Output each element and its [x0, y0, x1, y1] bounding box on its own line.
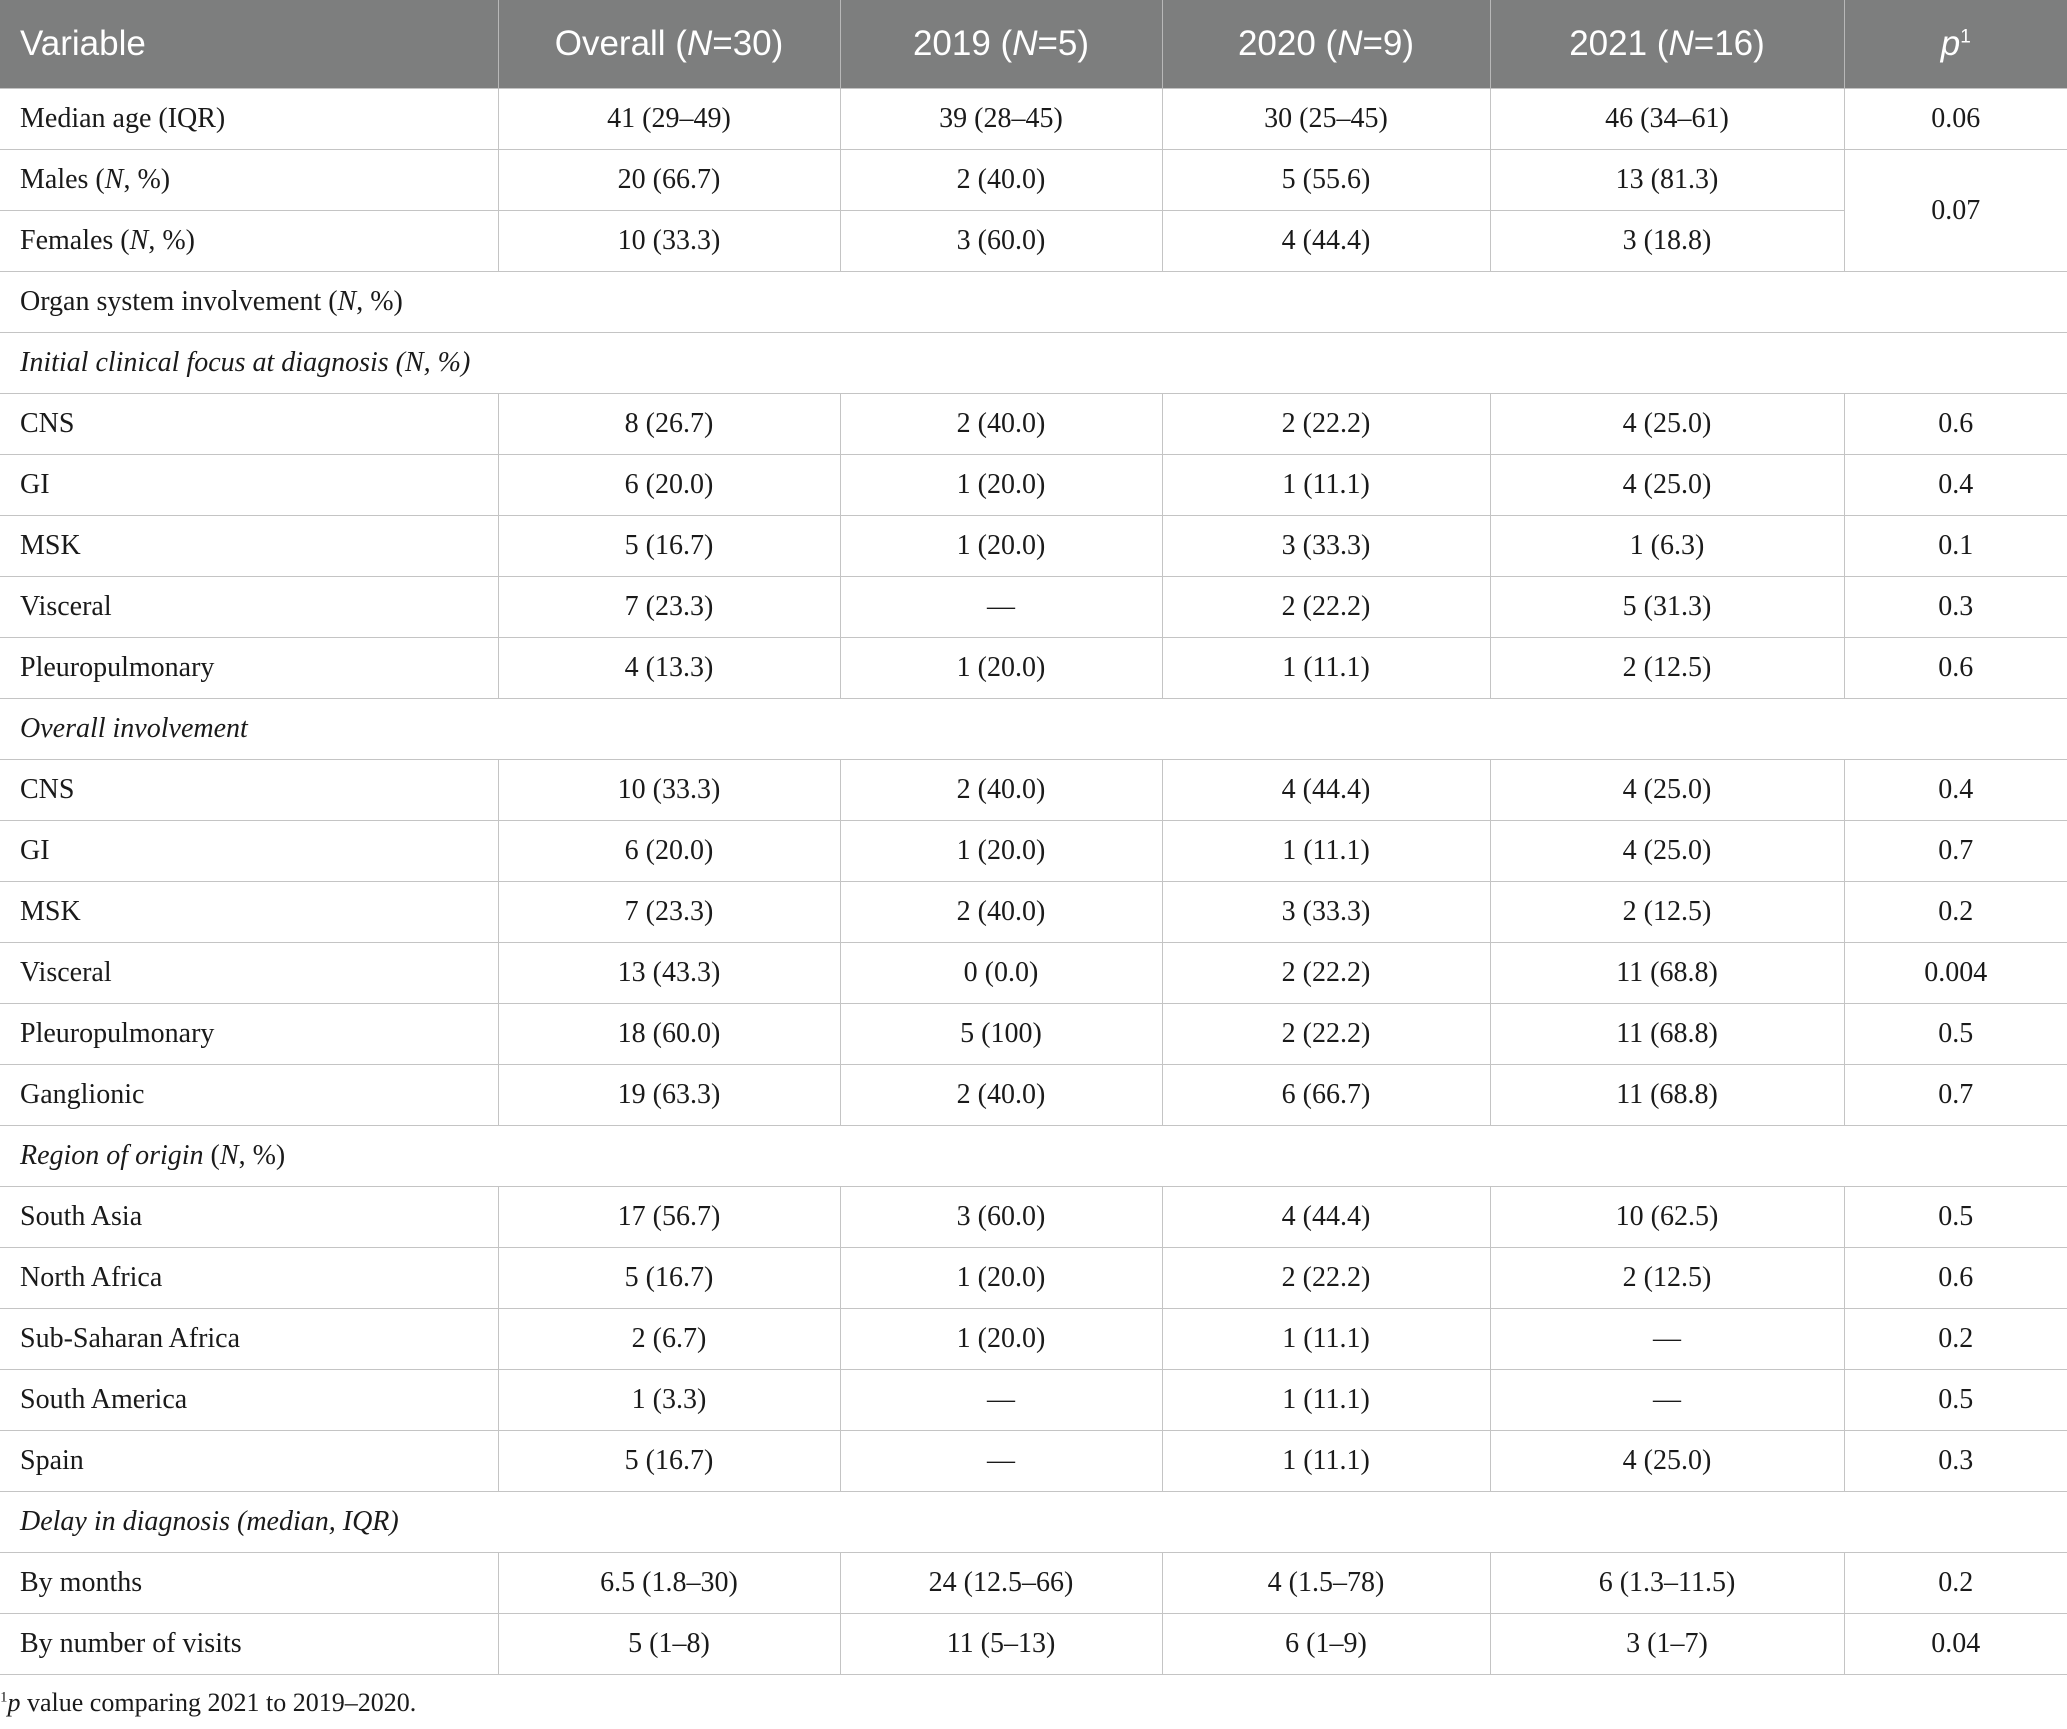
table-footnote: $^1$p value comparing 2021 to 2019–2020. [0, 1688, 417, 1717]
cell-2019: — [840, 1370, 1162, 1431]
cell-2019: 2 (40.0) [840, 882, 1162, 943]
cell-p: 0.2 [1844, 1309, 2067, 1370]
cell-overall: 13 (43.3) [498, 943, 840, 1004]
section-organ-involvement [0, 272, 2067, 333]
row-label: Females (N, %) [0, 211, 498, 272]
cell-2019: 1 (20.0) [840, 516, 1162, 577]
initial-focus-rows [0, 394, 2067, 699]
section-label: Delay in diagnosis (median, IQR) [0, 1492, 2067, 1553]
cell-2020: 1 (11.1) [1162, 821, 1490, 882]
section-label: Initial clinical focus at diagnosis (N, %) [0, 333, 2067, 394]
cell-2019: 0 (0.0) [840, 943, 1162, 1004]
cell-2020: 2 (22.2) [1162, 394, 1490, 455]
cell-2021: 5 (31.3) [1490, 577, 1844, 638]
cell-p: 0.7 [1844, 821, 2067, 882]
section-overall-involvement [0, 699, 2067, 760]
header-overall: Overall (N=30) [498, 0, 840, 89]
cell-2019: 3 (60.0) [840, 1187, 1162, 1248]
row-label: Visceral [0, 577, 498, 638]
cell-2021: 4 (25.0) [1490, 760, 1844, 821]
overall-involvement-rows [0, 760, 2067, 1126]
cell-2021: 11 (68.8) [1490, 943, 1844, 1004]
cell-2019: 2 (40.0) [840, 760, 1162, 821]
cell-2020: 5 (55.6) [1162, 150, 1490, 211]
row-label: By months [0, 1553, 498, 1614]
cell-p: 0.06 [1844, 89, 2067, 150]
table-row [0, 638, 2067, 699]
cell-overall: 1 (3.3) [498, 1370, 840, 1431]
cell-2020: 4 (44.4) [1162, 760, 1490, 821]
cell-overall: 2 (6.7) [498, 1309, 840, 1370]
cell-p: 0.6 [1844, 638, 2067, 699]
row-label: Spain [0, 1431, 498, 1492]
cell-2019: 1 (20.0) [840, 638, 1162, 699]
cell-p: 0.3 [1844, 1431, 2067, 1492]
cell-2021: 4 (25.0) [1490, 1431, 1844, 1492]
cell-2021: 3 (1–7) [1490, 1614, 1844, 1675]
cell-2020: 4 (1.5–78) [1162, 1553, 1490, 1614]
cell-p: 0.2 [1844, 882, 2067, 943]
cell-p: 0.5 [1844, 1004, 2067, 1065]
cell-overall: 17 (56.7) [498, 1187, 840, 1248]
cell-2021: 46 (34–61) [1490, 89, 1844, 150]
cell-2019: 39 (28–45) [840, 89, 1162, 150]
cell-2021: 2 (12.5) [1490, 882, 1844, 943]
table-row [0, 516, 2067, 577]
cell-2020: 4 (44.4) [1162, 211, 1490, 272]
cell-2021: 10 (62.5) [1490, 1187, 1844, 1248]
cell-overall: 8 (26.7) [498, 394, 840, 455]
row-label: GI [0, 821, 498, 882]
header-p-value: $p^1$ [1844, 0, 2067, 89]
row-label: CNS [0, 760, 498, 821]
delay-rows [0, 1553, 2067, 1675]
table-row [0, 394, 2067, 455]
row-label: North Africa [0, 1248, 498, 1309]
cell-overall: 7 (23.3) [498, 882, 840, 943]
cell-2019: 24 (12.5–66) [840, 1553, 1162, 1614]
row-label: South Asia [0, 1187, 498, 1248]
section-region-origin [0, 1126, 2067, 1187]
cell-2020: 2 (22.2) [1162, 1248, 1490, 1309]
cell-p: 0.6 [1844, 394, 2067, 455]
row-label: By number of visits [0, 1614, 498, 1675]
cell-2019: 1 (20.0) [840, 821, 1162, 882]
row-males [0, 150, 2067, 211]
header-2020: 2020 (N=9) [1162, 0, 1490, 89]
cell-2020: 1 (11.1) [1162, 1370, 1490, 1431]
cell-overall: 6 (20.0) [498, 821, 840, 882]
cell-overall: 5 (1–8) [498, 1614, 840, 1675]
cell-p: 0.004 [1844, 943, 2067, 1004]
row-label: Males (N, %) [0, 150, 498, 211]
cell-2019: 5 (100) [840, 1004, 1162, 1065]
cell-2019: 3 (60.0) [840, 211, 1162, 272]
table-row [0, 1065, 2067, 1126]
cell-p: 0.1 [1844, 516, 2067, 577]
section-label: Region of origin (N, %) [0, 1126, 2067, 1187]
cell-overall: 20 (66.7) [498, 150, 840, 211]
cell-overall: 18 (60.0) [498, 1004, 840, 1065]
cell-2021: 1 (6.3) [1490, 516, 1844, 577]
table-row [0, 1309, 2067, 1370]
header-variable: Variable [0, 0, 498, 89]
cell-2019: 2 (40.0) [840, 394, 1162, 455]
cell-2019: 1 (20.0) [840, 1309, 1162, 1370]
row-females [0, 211, 2067, 272]
cell-2019: 11 (5–13) [840, 1614, 1162, 1675]
row-label: CNS [0, 394, 498, 455]
cell-overall: 10 (33.3) [498, 760, 840, 821]
row-label: MSK [0, 516, 498, 577]
row-label: Pleuropulmonary [0, 638, 498, 699]
section-label: Organ system involvement (N, %) [0, 272, 2067, 333]
row-label: South America [0, 1370, 498, 1431]
cell-overall: 7 (23.3) [498, 577, 840, 638]
table-row [0, 821, 2067, 882]
cell-2020: 2 (22.2) [1162, 577, 1490, 638]
cell-overall: 19 (63.3) [498, 1065, 840, 1126]
cell-2020: 1 (11.1) [1162, 1431, 1490, 1492]
table-row [0, 943, 2067, 1004]
cell-p: 0.7 [1844, 1065, 2067, 1126]
cell-2020: 1 (11.1) [1162, 638, 1490, 699]
cell-overall: 6.5 (1.8–30) [498, 1553, 840, 1614]
cell-2021: 2 (12.5) [1490, 1248, 1844, 1309]
cell-2020: 1 (11.1) [1162, 1309, 1490, 1370]
table-row [0, 1431, 2067, 1492]
table-row [0, 760, 2067, 821]
row-label: MSK [0, 882, 498, 943]
cell-2021: 11 (68.8) [1490, 1065, 1844, 1126]
row-label: Median age (IQR) [0, 89, 498, 150]
region-rows [0, 1187, 2067, 1492]
cell-p: 0.4 [1844, 455, 2067, 516]
table-row [0, 1370, 2067, 1431]
cell-p-sex: 0.07 [1844, 150, 2067, 272]
table-row [0, 1187, 2067, 1248]
cell-2019: — [840, 577, 1162, 638]
table-row [0, 1614, 2067, 1675]
cell-2019: 1 (20.0) [840, 455, 1162, 516]
cell-2020: 30 (25–45) [1162, 89, 1490, 150]
section-initial-focus [0, 333, 2067, 394]
cell-2020: 3 (33.3) [1162, 516, 1490, 577]
cell-overall: 5 (16.7) [498, 1248, 840, 1309]
cell-overall: 5 (16.7) [498, 516, 840, 577]
cell-2021: 3 (18.8) [1490, 211, 1844, 272]
table-row [0, 882, 2067, 943]
cell-2020: 2 (22.2) [1162, 1004, 1490, 1065]
row-label: GI [0, 455, 498, 516]
cell-p: 0.4 [1844, 760, 2067, 821]
cell-2021: 6 (1.3–11.5) [1490, 1553, 1844, 1614]
row-label: Visceral [0, 943, 498, 1004]
header-row [0, 0, 2067, 89]
cell-p: 0.04 [1844, 1614, 2067, 1675]
cell-2020: 6 (66.7) [1162, 1065, 1490, 1126]
table-row [0, 577, 2067, 638]
cell-p: 0.5 [1844, 1187, 2067, 1248]
cell-2021: 11 (68.8) [1490, 1004, 1844, 1065]
row-label: Ganglionic [0, 1065, 498, 1126]
row-label: Pleuropulmonary [0, 1004, 498, 1065]
cell-2019: 1 (20.0) [840, 1248, 1162, 1309]
cell-2021: 2 (12.5) [1490, 638, 1844, 699]
cell-2019: 2 (40.0) [840, 1065, 1162, 1126]
cell-2020: 2 (22.2) [1162, 943, 1490, 1004]
header-2021: 2021 (N=16) [1490, 0, 1844, 89]
cell-p: 0.6 [1844, 1248, 2067, 1309]
cell-2019: 2 (40.0) [840, 150, 1162, 211]
section-delay [0, 1492, 2067, 1553]
cell-2021: — [1490, 1370, 1844, 1431]
table-row [0, 1248, 2067, 1309]
table-row [0, 455, 2067, 516]
cell-2021: 4 (25.0) [1490, 455, 1844, 516]
header-2019: 2019 (N=5) [840, 0, 1162, 89]
cell-2021: 13 (81.3) [1490, 150, 1844, 211]
cell-2019: — [840, 1431, 1162, 1492]
cell-2021: — [1490, 1309, 1844, 1370]
cell-overall: 10 (33.3) [498, 211, 840, 272]
cell-2020: 1 (11.1) [1162, 455, 1490, 516]
cell-overall: 41 (29–49) [498, 89, 840, 150]
cell-2021: 4 (25.0) [1490, 821, 1844, 882]
row-median-age [0, 89, 2067, 150]
cell-2020: 4 (44.4) [1162, 1187, 1490, 1248]
cell-p: 0.2 [1844, 1553, 2067, 1614]
cell-overall: 6 (20.0) [498, 455, 840, 516]
cell-p: 0.3 [1844, 577, 2067, 638]
cell-2021: 4 (25.0) [1490, 394, 1844, 455]
cell-p: 0.5 [1844, 1370, 2067, 1431]
cell-overall: 5 (16.7) [498, 1431, 840, 1492]
section-label: Overall involvement [0, 699, 2067, 760]
row-label: Sub-Saharan Africa [0, 1309, 498, 1370]
table-row [0, 1553, 2067, 1614]
cell-2020: 6 (1–9) [1162, 1614, 1490, 1675]
table-row [0, 1004, 2067, 1065]
cell-2020: 3 (33.3) [1162, 882, 1490, 943]
cell-overall: 4 (13.3) [498, 638, 840, 699]
